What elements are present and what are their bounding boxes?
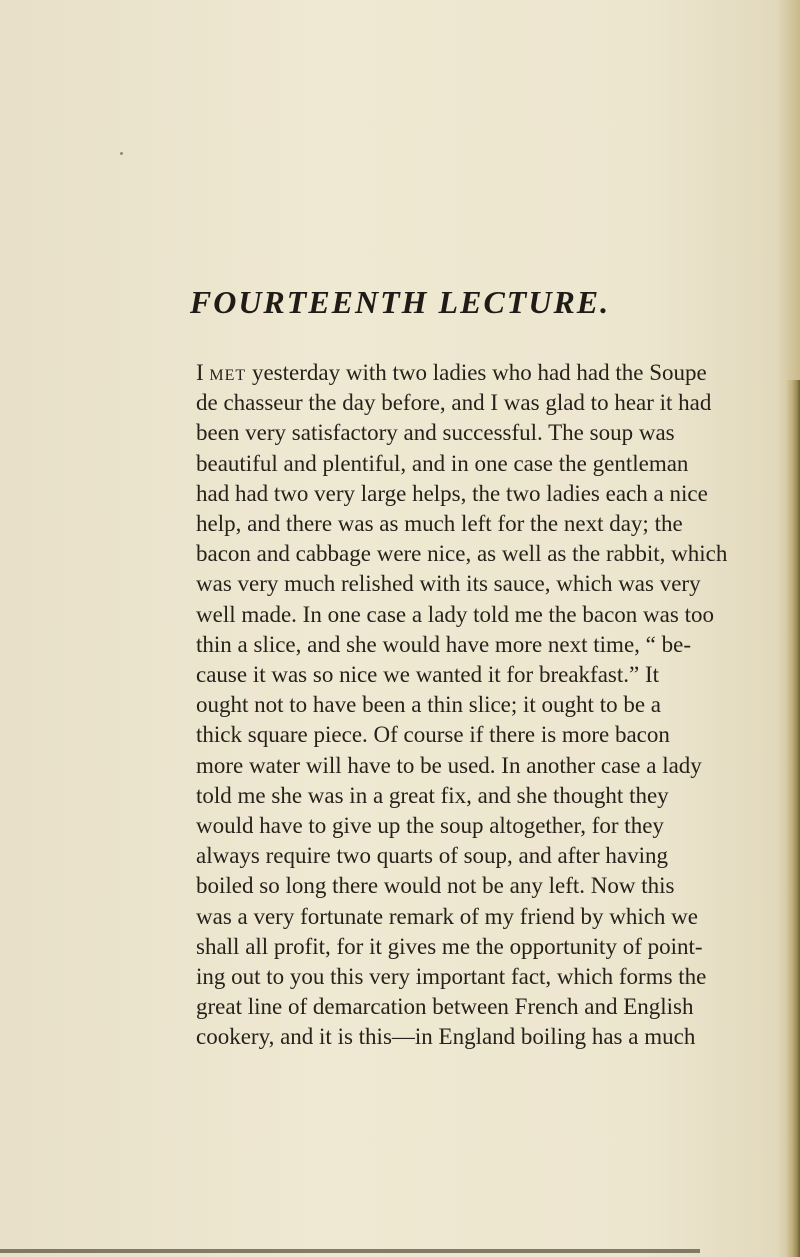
paper-speck <box>120 152 123 155</box>
chapter-title: FOURTEENTH LECTURE. <box>189 284 611 320</box>
text-line-18: boiled so long there would not be any left. Now this <box>196 873 675 899</box>
text-line-1 <box>196 358 707 388</box>
text-line-5: had had two very large helps, the two ladies each a nice <box>196 480 708 506</box>
text-line-2: de chasseur the day before, and I was glad to hear it had <box>196 390 712 416</box>
text-line-20: shall all profit, for it gives me the opportunity of point- <box>196 933 703 959</box>
page-edge-shadow <box>786 380 800 1257</box>
text-line-8: was very much relished with its sauce, which was very <box>196 571 701 597</box>
text-line-7: bacon and cabbage were nice, as well as the rabbit, which <box>196 541 728 567</box>
text-line-14: more water will have to be used. In another case a lady <box>196 752 702 778</box>
text-line-19: was a very fortunate remark of my friend by which we <box>196 903 698 929</box>
text-line-15: told me she was in a great fix, and she thought they <box>196 782 669 808</box>
text-line-16: would have to give up the soup altogether, for they <box>196 813 664 839</box>
text-line-1-rest: yesterday with two ladies who had had the Soupe <box>246 360 707 385</box>
page-bottom-edge <box>0 1249 700 1253</box>
opening-initial: I <box>196 360 204 385</box>
text-line-11: cause it was so nice we wanted it for breakfast.” It <box>196 662 660 688</box>
text-line-10: thin a slice, and she would have more next time, “ be- <box>196 631 691 657</box>
text-line-23: cookery, and it is this—in England boiling has a much <box>196 1024 696 1050</box>
body-paragraph <box>196 358 728 1053</box>
text-line-12: ought not to have been a thin slice; it ought to be a <box>196 692 662 718</box>
text-line-22: great line of demarcation between French and English <box>196 994 694 1020</box>
text-line-17: always require two quarts of soup, and after having <box>196 843 668 869</box>
opening-smallcaps: met <box>209 360 247 385</box>
text-line-3: been very satisfactory and successful. The soup was <box>196 420 675 446</box>
text-line-6: help, and there was as much left for the next day; the <box>196 511 683 537</box>
text-line-13: thick square piece. Of course if there is more bacon <box>196 722 670 748</box>
text-line-9: well made. In one case a lady told me the bacon was too <box>196 601 714 627</box>
text-line-21: ing out to you this very important fact, which forms the <box>196 964 707 990</box>
text-line-4: beautiful and plentiful, and in one case the gentleman <box>196 450 689 476</box>
